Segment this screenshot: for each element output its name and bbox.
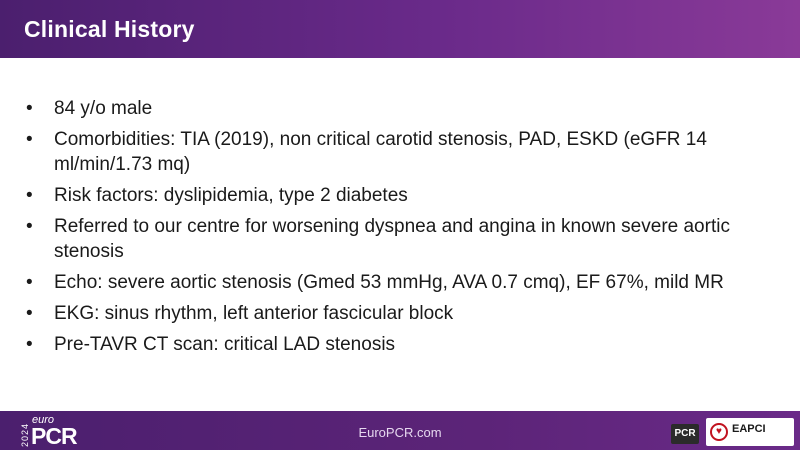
slide-title: Clinical History (24, 16, 195, 42)
bullet-text: 84 y/o male (54, 98, 153, 119)
title-bar (0, 0, 800, 58)
brand-euro: euro (32, 414, 55, 426)
list-item (22, 270, 782, 295)
list-item (22, 214, 782, 264)
list-item (22, 96, 782, 121)
bullet-text: EKG: sinus rhythm, left anterior fascicular block (54, 303, 454, 324)
brand-year: 2024 (20, 422, 30, 447)
bullet-icon: • (26, 129, 33, 150)
brand-pcr: PCR (31, 423, 77, 449)
bullet-text: Risk factors: dyslipidemia, type 2 diabetes (54, 185, 408, 206)
bullet-icon: • (26, 334, 33, 355)
list-item (22, 127, 782, 177)
bullet-text: Comorbidities: TIA (2019), non critical carotid stenosis, PAD, ESKD (eGFR 14 ml/min/1.73 mq) (54, 129, 707, 175)
heart-icon: ♥ (710, 423, 728, 441)
footer-url: EuroPCR.com (358, 425, 442, 440)
bullet-icon: • (26, 272, 33, 293)
bullet-text: Pre-TAVR CT scan: critical LAD stenosis (54, 334, 396, 355)
bullet-list (22, 96, 782, 363)
list-item (22, 332, 782, 357)
bullet-icon: • (26, 98, 33, 119)
eapci-logo (706, 418, 794, 446)
list-item (22, 183, 782, 208)
bullet-icon: • (26, 185, 33, 206)
bullet-text: Referred to our centre for worsening dyspnea and angina in known severe aortic stenosis (54, 216, 730, 262)
eapci-label: EAPCI (732, 423, 766, 435)
bullet-icon: • (26, 216, 33, 237)
bullet-text: Echo: severe aortic stenosis (Gmed 53 mmHg, AVA 0.7 cmq), EF 67%, mild MR (54, 272, 724, 293)
pcr-logo: PCR (671, 424, 699, 444)
list-item (22, 301, 782, 326)
bullet-icon: • (26, 303, 33, 324)
